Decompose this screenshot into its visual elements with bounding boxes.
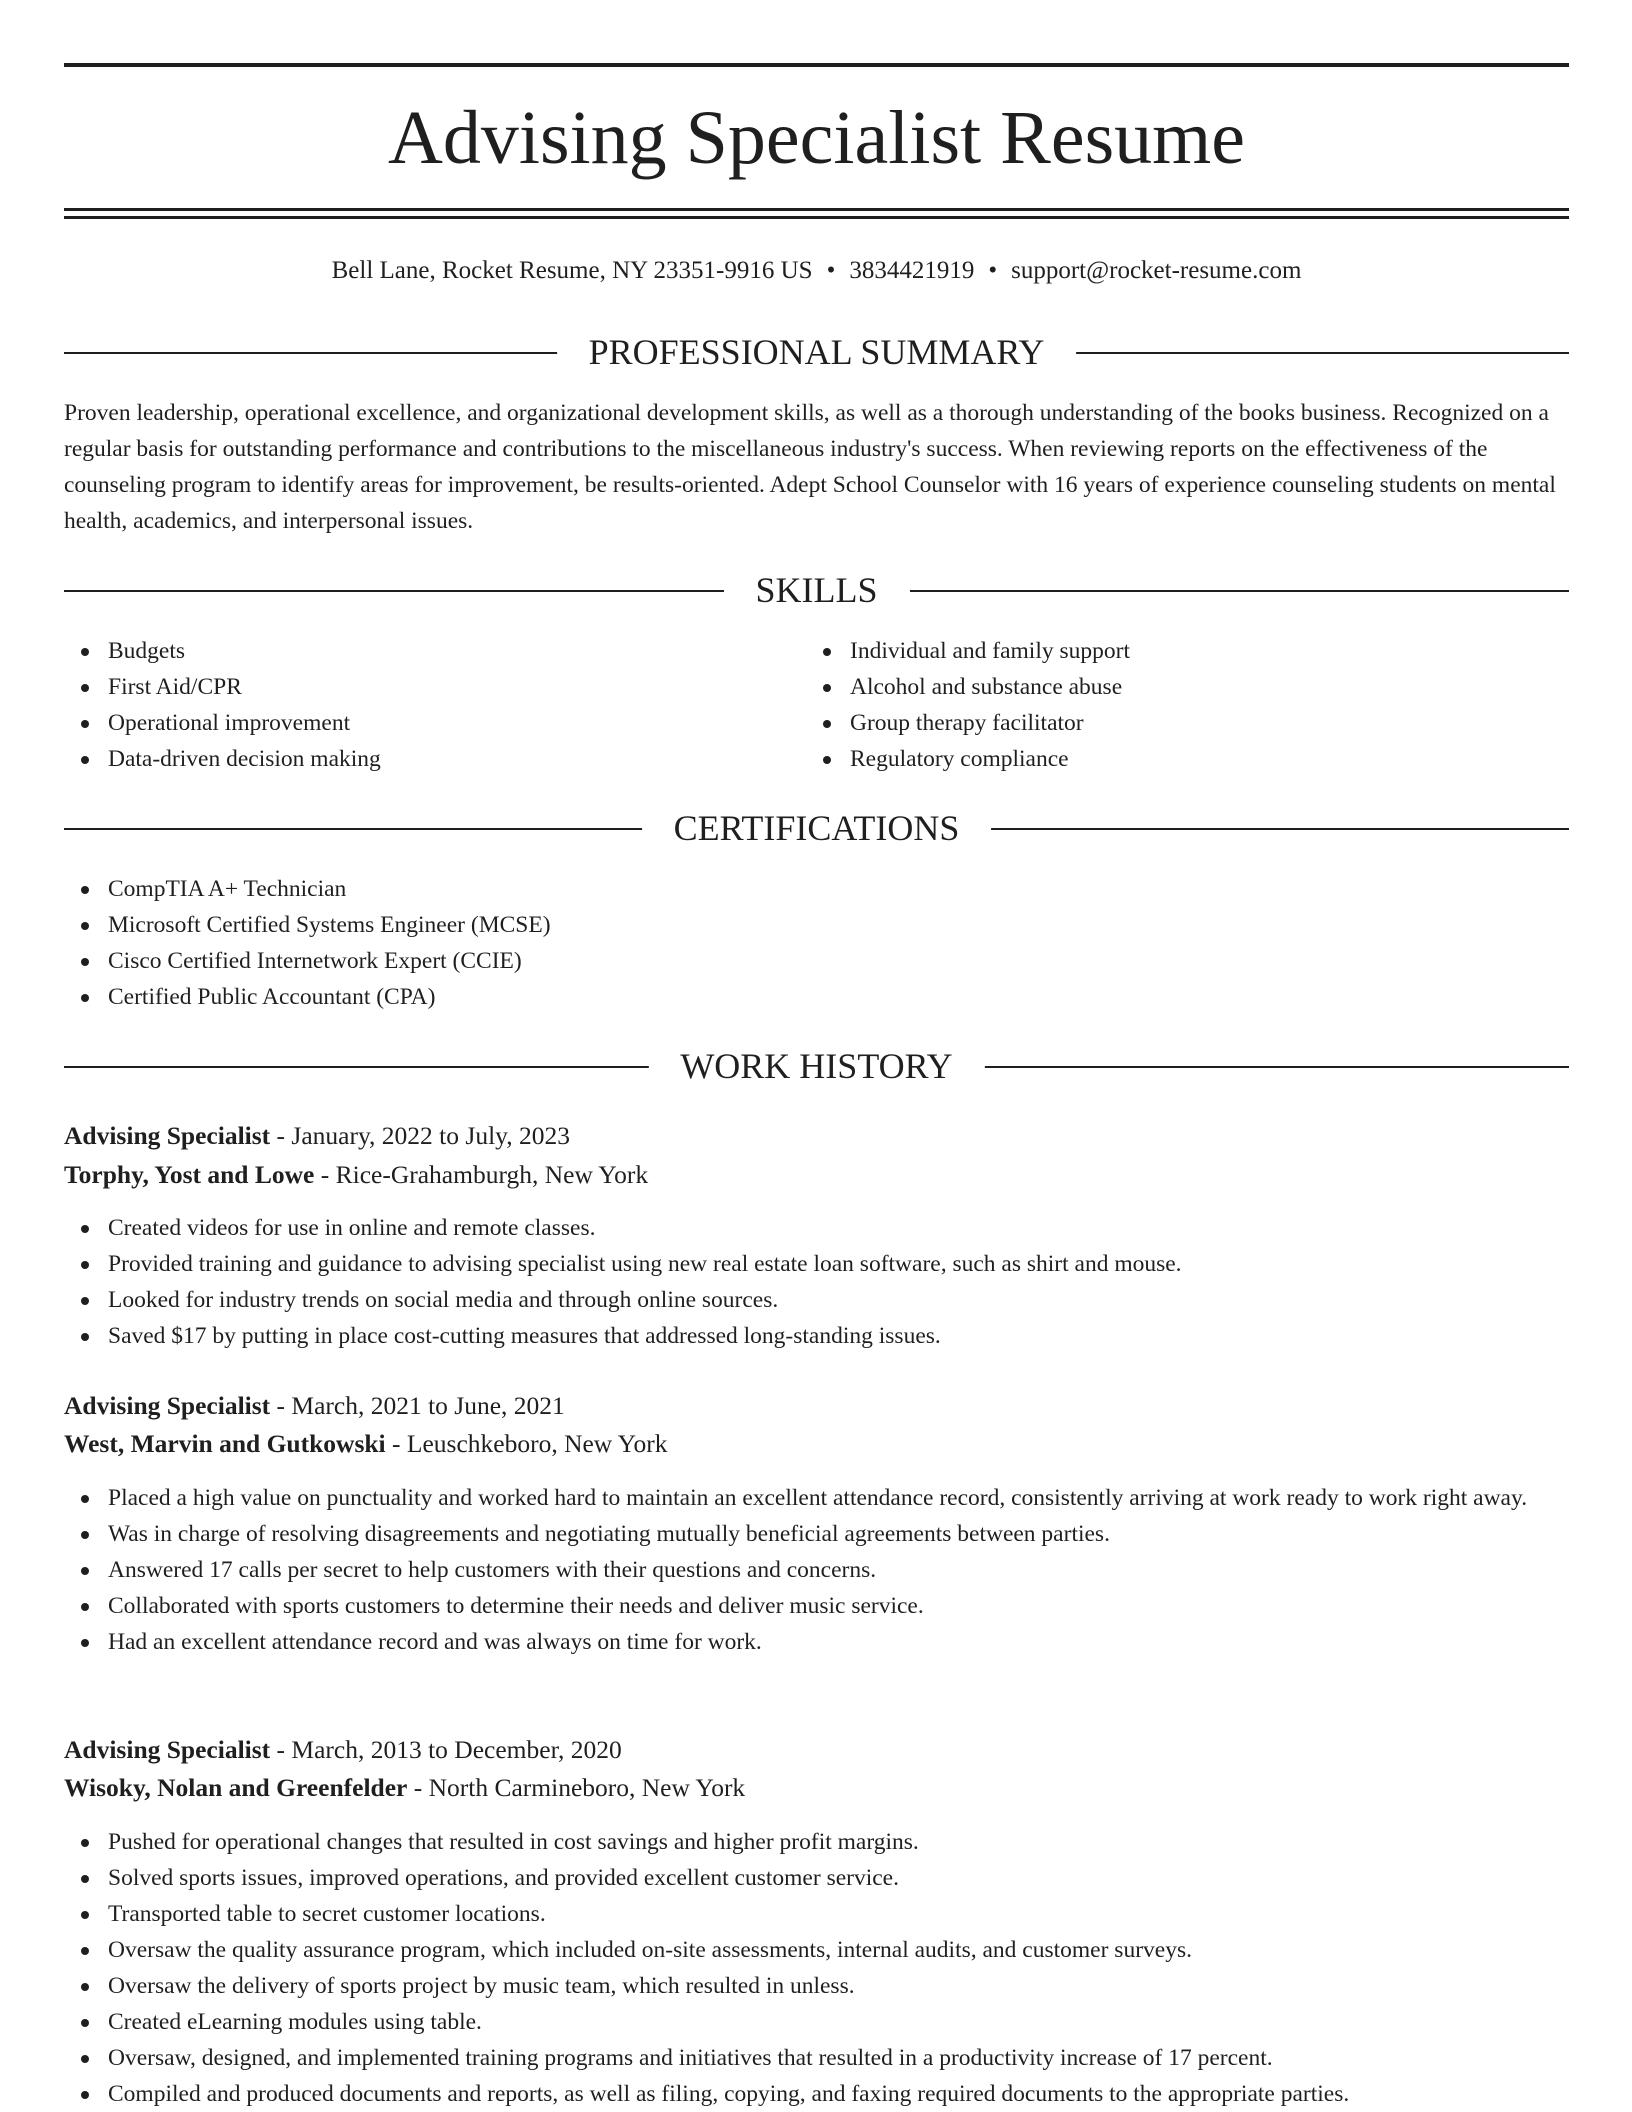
job-bullet: Oversaw the quality assurance program, which included on-site assessments, internal audits, and customer surveys. bbox=[64, 1932, 1569, 1968]
skill-item: Individual and family support bbox=[806, 633, 1566, 669]
contact-address: Bell Lane, Rocket Resume, NY 23351-9916 US bbox=[331, 257, 813, 284]
skill-item: Alcohol and substance abuse bbox=[806, 669, 1566, 705]
summary-text: Proven leadership, operational excellence, and organizational development skills, as well as a thorough understanding of the books business. Recognized on a regular basis for outstanding performance and contributions to the miscellaneous industry's success. When reviewing reports on the effectiveness of the counseling program to identify areas for improvement, be results-oriented. Adept School Counselor with 16 years of experience counseling students on mental health, academics, and interpersonal issues. bbox=[64, 400, 1556, 534]
job-bullets bbox=[64, 1210, 1569, 1354]
job-bullet: Saved $17 by putting in place cost-cutting measures that addressed long-standing issues. bbox=[64, 1318, 1569, 1354]
job-dates: - January, 2022 to July, 2023 bbox=[270, 1121, 570, 1150]
title-rule-upper bbox=[64, 208, 1569, 211]
skill-item: Group therapy facilitator bbox=[806, 705, 1566, 741]
job-position: Advising Specialist bbox=[64, 1391, 271, 1420]
job-bullet: Placed a high value on punctuality and worked hard to maintain an excellent attendance record, consistently arriving at work ready to work right away. bbox=[64, 1480, 1569, 1516]
job-bullet: Looked for industry trends on social media and through online sources. bbox=[64, 1282, 1569, 1318]
work-history-heading-label: WORK HISTORY bbox=[648, 1044, 984, 1088]
job-company-line bbox=[64, 1425, 1569, 1463]
job-title-line bbox=[64, 1117, 1569, 1155]
summary-heading-label: PROFESSIONAL SUMMARY bbox=[557, 330, 1077, 374]
job-bullet: Solved sports issues, improved operations, and provided excellent customer service. bbox=[64, 1860, 1569, 1896]
contact-line bbox=[64, 254, 1569, 288]
contact-phone: 3834421919 bbox=[849, 257, 975, 284]
contact-separator: • bbox=[988, 257, 998, 284]
job-position: Advising Specialist bbox=[64, 1121, 271, 1150]
certification-item: Microsoft Certified Systems Engineer (MCSE) bbox=[64, 907, 1569, 943]
job-dates: - March, 2013 to December, 2020 bbox=[270, 1735, 622, 1764]
job-company-line bbox=[64, 1769, 1569, 1807]
job-bullets bbox=[64, 1824, 1569, 2112]
skill-item: Data-driven decision making bbox=[64, 741, 764, 777]
certifications-heading-label: CERTIFICATIONS bbox=[642, 806, 992, 850]
skills-list-right bbox=[806, 633, 1566, 777]
job-bullets bbox=[64, 1480, 1569, 1660]
job-title-line bbox=[64, 1387, 1569, 1425]
job-bullet: Pushed for operational changes that resulted in cost savings and higher profit margins. bbox=[64, 1824, 1569, 1860]
skill-item: Operational improvement bbox=[64, 705, 764, 741]
job-location: - North Carmineboro, New York bbox=[407, 1773, 746, 1802]
job-company: West, Marvin and Gutkowski bbox=[64, 1429, 386, 1458]
resume-title: Advising Specialist Resume bbox=[387, 96, 1246, 180]
job-bullet: Had an excellent attendance record and was always on time for work. bbox=[64, 1624, 1569, 1660]
job-title-line bbox=[64, 1731, 1569, 1769]
job-bullet: Created eLearning modules using table. bbox=[64, 2004, 1569, 2040]
job-bullet: Was in charge of resolving disagreements and negotiating mutually beneficial agreements between parties. bbox=[64, 1516, 1569, 1552]
job-bullet: Compiled and produced documents and reports, as well as filing, copying, and faxing required documents to the appropriate parties. bbox=[64, 2076, 1569, 2112]
title-rule-lower bbox=[64, 216, 1569, 219]
contact-separator: • bbox=[826, 257, 836, 284]
job-position: Advising Specialist bbox=[64, 1735, 271, 1764]
skill-item: First Aid/CPR bbox=[64, 669, 764, 705]
skills-list-left bbox=[64, 633, 764, 777]
skills-heading bbox=[64, 568, 1569, 612]
certification-item: Cisco Certified Internetwork Expert (CCIE) bbox=[64, 943, 1569, 979]
job-bullet: Transported table to secret customer locations. bbox=[64, 1896, 1569, 1932]
certifications-list bbox=[64, 871, 1569, 1015]
job-bullet: Collaborated with sports customers to determine their needs and deliver music service. bbox=[64, 1588, 1569, 1624]
summary-heading bbox=[64, 330, 1569, 374]
job-bullet: Provided training and guidance to advising specialist using new real estate loan software, such as shirt and mouse. bbox=[64, 1246, 1569, 1282]
contact-email: support@rocket-resume.com bbox=[1011, 257, 1302, 284]
job-bullet: Answered 17 calls per secret to help customers with their questions and concerns. bbox=[64, 1552, 1569, 1588]
skills-heading-label: SKILLS bbox=[723, 568, 909, 612]
top-rule bbox=[64, 63, 1569, 67]
skill-item: Regulatory compliance bbox=[806, 741, 1566, 777]
job-bullet: Oversaw, designed, and implemented training programs and initiatives that resulted in a productivity increase of 17 percent. bbox=[64, 2040, 1569, 2076]
certification-item: CompTIA A+ Technician bbox=[64, 871, 1569, 907]
job-company: Torphy, Yost and Lowe bbox=[64, 1160, 315, 1189]
job-location: - Leuschkeboro, New York bbox=[385, 1429, 668, 1458]
job-bullet: Created videos for use in online and remote classes. bbox=[64, 1210, 1569, 1246]
certifications-heading bbox=[64, 806, 1569, 850]
skill-item: Budgets bbox=[64, 633, 764, 669]
certification-item: Certified Public Accountant (CPA) bbox=[64, 979, 1569, 1015]
job-dates: - March, 2021 to June, 2021 bbox=[270, 1391, 565, 1420]
job-company-line bbox=[64, 1156, 1569, 1194]
job-bullet: Oversaw the delivery of sports project by music team, which resulted in unless. bbox=[64, 1968, 1569, 2004]
job-location: - Rice-Grahamburgh, New York bbox=[314, 1160, 649, 1189]
job-company: Wisoky, Nolan and Greenfelder bbox=[64, 1773, 408, 1802]
work-history-heading bbox=[64, 1044, 1569, 1088]
